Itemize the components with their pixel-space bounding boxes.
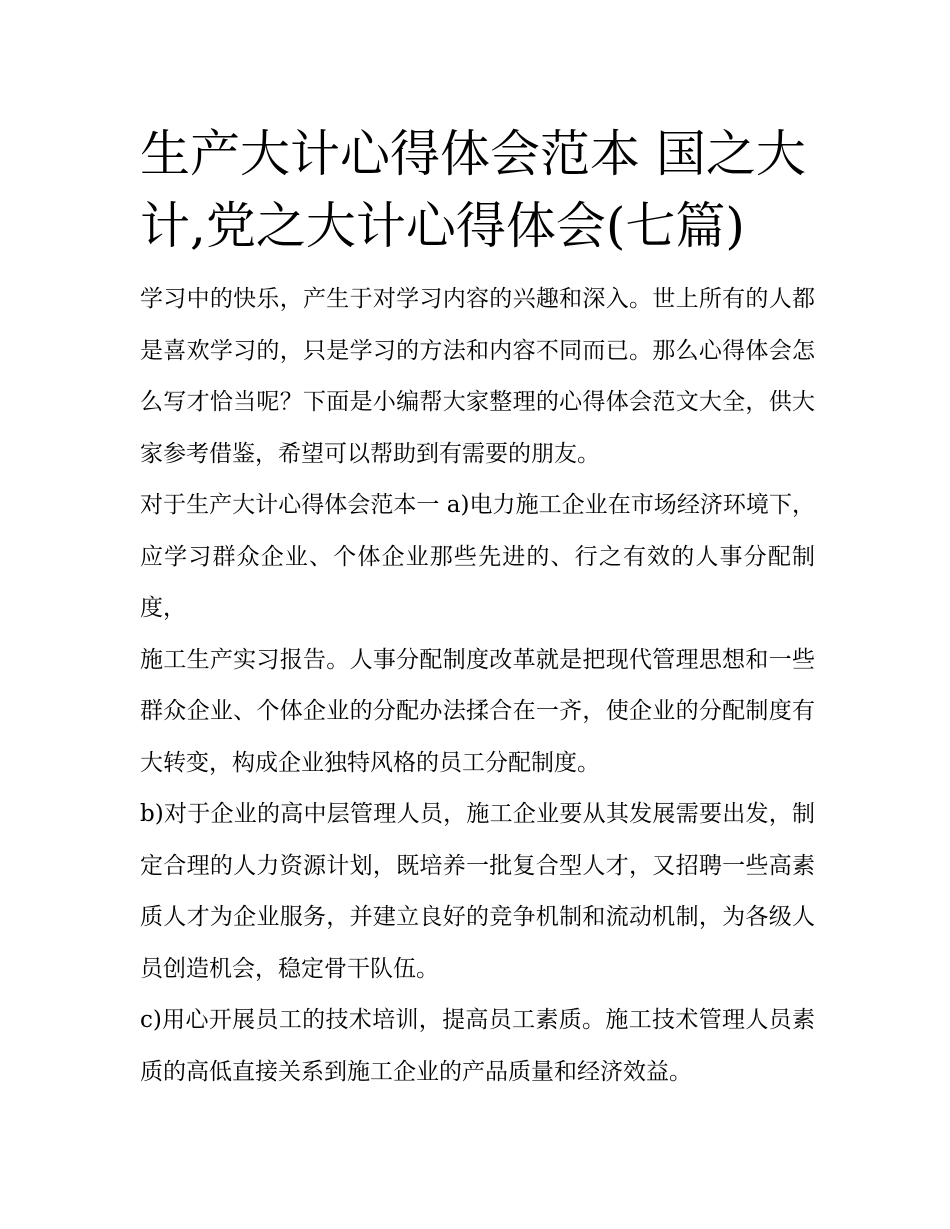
document-title: 生产大计心得体会范本 国之大计,党之大计心得体会(七篇) [140, 125, 806, 255]
paragraph-2: 施工生产实习报告。人事分配制度改革就是把现代管理思想和一些群众企业、个体企业的分配办法揉合在一齐，使企业的分配制度有大转变，构成企业独特风格的员工分配制度。 [140, 646, 815, 776]
intro-paragraph: 学习中的快乐，产生于对学习内容的兴趣和深入。世上所有的人都是喜欢学习的，只是学习的方法和内容不同而已。那么心得体会怎么写才恰当呢？下面是小编帮大家整理的心得体会范文大全，供大家参考借鉴，希望可以帮助到有需要的朋友。 [140, 286, 815, 467]
paragraph-b: b)对于企业的高中层管理人员，施工企业要从其发展需要出发，制定合理的人力资源计划，既培养一批复合型人才，又招聘一些高素质人才为企业服务，并建立良好的竞争机制和流动机制，为各级人员创造机会，稳定骨干队伍。 [140, 801, 815, 982]
paragraph-1: 对于生产大计心得体会范本一 a)电力施工企业在市场经济环境下，应学习群众企业、个体企业那些先进的、行之有效的人事分配制度， [140, 492, 815, 621]
paragraph-c: c)用心开展员工的技术培训，提高员工素质。施工技术管理人员素质的高低直接关系到施工企业的产品质量和经济效益。 [140, 1007, 815, 1085]
document-page [140, 118, 815, 1098]
